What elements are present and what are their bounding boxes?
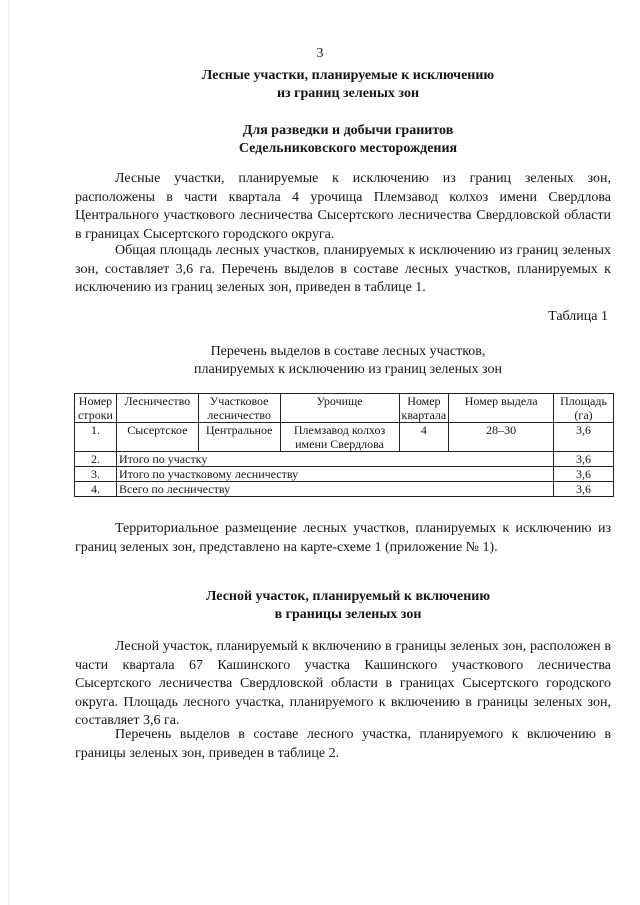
table-header-cell: Номер строки: [75, 394, 117, 423]
section1-title-line2: из границ зеленых зон: [276, 86, 420, 101]
section2-title: [70, 588, 626, 624]
section1-title-line1: Лесные участки, планируемые к исключению: [201, 68, 495, 83]
section2-paragraph1: Лесной участок, планируемый к включению в границы зеленых зон, расположен в части квартала 67 Кашинского участка Кашинского участкового лесничества Сысертского лесничества Свердловской области в границах Сысертского городского округа. Площадь лесного участка, планируемого к включению в границы зеленых зон, составляет 3,6 га.: [75, 639, 611, 728]
section1-paragraph2: Общая площадь лесных участков, планируемых к исключению из границ зеленых зон, составляет 3,6 га. Перечень выделов в составе лесных участков, планируемых к исключению из границ зеленых зон, приведен в таблице 1.: [75, 243, 611, 295]
table1-caption-line1: Перечень выделов в составе лесных участков,: [210, 344, 486, 359]
table-cell: 1.: [75, 423, 117, 452]
table-header-cell: Площадь (га): [554, 394, 614, 423]
table-total-row: [75, 482, 614, 497]
section1-subtitle: [70, 122, 626, 158]
table-cell: Итого по участку: [116, 452, 553, 467]
table1-caption: [70, 343, 626, 379]
table-cell: 3,6: [554, 452, 614, 467]
table-header-cell: Урочище: [280, 394, 399, 423]
table1-label: Таблица 1: [548, 309, 608, 324]
table-total-row: [75, 452, 614, 467]
table-cell: 3,6: [554, 482, 614, 497]
table-header-cell: Номер выдела: [449, 394, 554, 423]
table1-caption-line2: планируемых к исключению из границ зеленых зон: [194, 362, 502, 377]
table-cell: 3.: [75, 467, 117, 482]
section1-subtitle-line2: Седельниковского месторождения: [238, 141, 458, 156]
section1-title: [70, 67, 626, 103]
table-cell: 4: [399, 423, 449, 452]
table-header-cell: Участковое лесничество: [198, 394, 280, 423]
section2-title-line2: в границы зеленых зон: [274, 607, 422, 622]
section2-title-line1: Лесной участок, планируемый к включению: [205, 589, 491, 604]
table-row: [75, 423, 614, 452]
table-cell: Сысертское: [116, 423, 198, 452]
table-cell: 3,6: [554, 423, 614, 452]
table-cell: 28–30: [449, 423, 554, 452]
table-cell: 2.: [75, 452, 117, 467]
section1-subtitle-line1: Для разведки и добычи гранитов: [242, 123, 454, 138]
table-cell: 3,6: [554, 467, 614, 482]
table1: [74, 393, 614, 497]
paragraph3: Территориальное размещение лесных участков, планируемых к исключению из границ зеленых зон, представлено на карте-схеме 1 (приложение № 1).: [75, 521, 611, 555]
scan-edge: [8, 0, 9, 905]
table-header-cell: Номер квартала: [399, 394, 449, 423]
table-header-cell: Лесничество: [116, 394, 198, 423]
table-total-row: [75, 467, 614, 482]
section1-paragraph1: Лесные участки, планируемые к исключению из границ зеленых зон, расположены в части квартала 4 урочища Племзавод колхоз имени Свердлова Центрального участкового лесничества Сысертского лесничества Свердловской области в границах Сысертского городского округа.: [75, 171, 611, 242]
table-cell: Всего по лесничеству: [116, 482, 553, 497]
section2-paragraph2: Перечень выделов в составе лесного участка, планируемого к включению в границы зеленых зон, приведен в таблице 2.: [75, 727, 611, 761]
table-cell: 4.: [75, 482, 117, 497]
table-cell: Племзавод колхоз имени Свердлова: [280, 423, 399, 452]
table-cell: Центральное: [198, 423, 280, 452]
table-cell: Итого по участковому лесничеству: [116, 467, 553, 482]
page-number: 3: [316, 46, 324, 61]
table-header-row: [75, 394, 614, 423]
